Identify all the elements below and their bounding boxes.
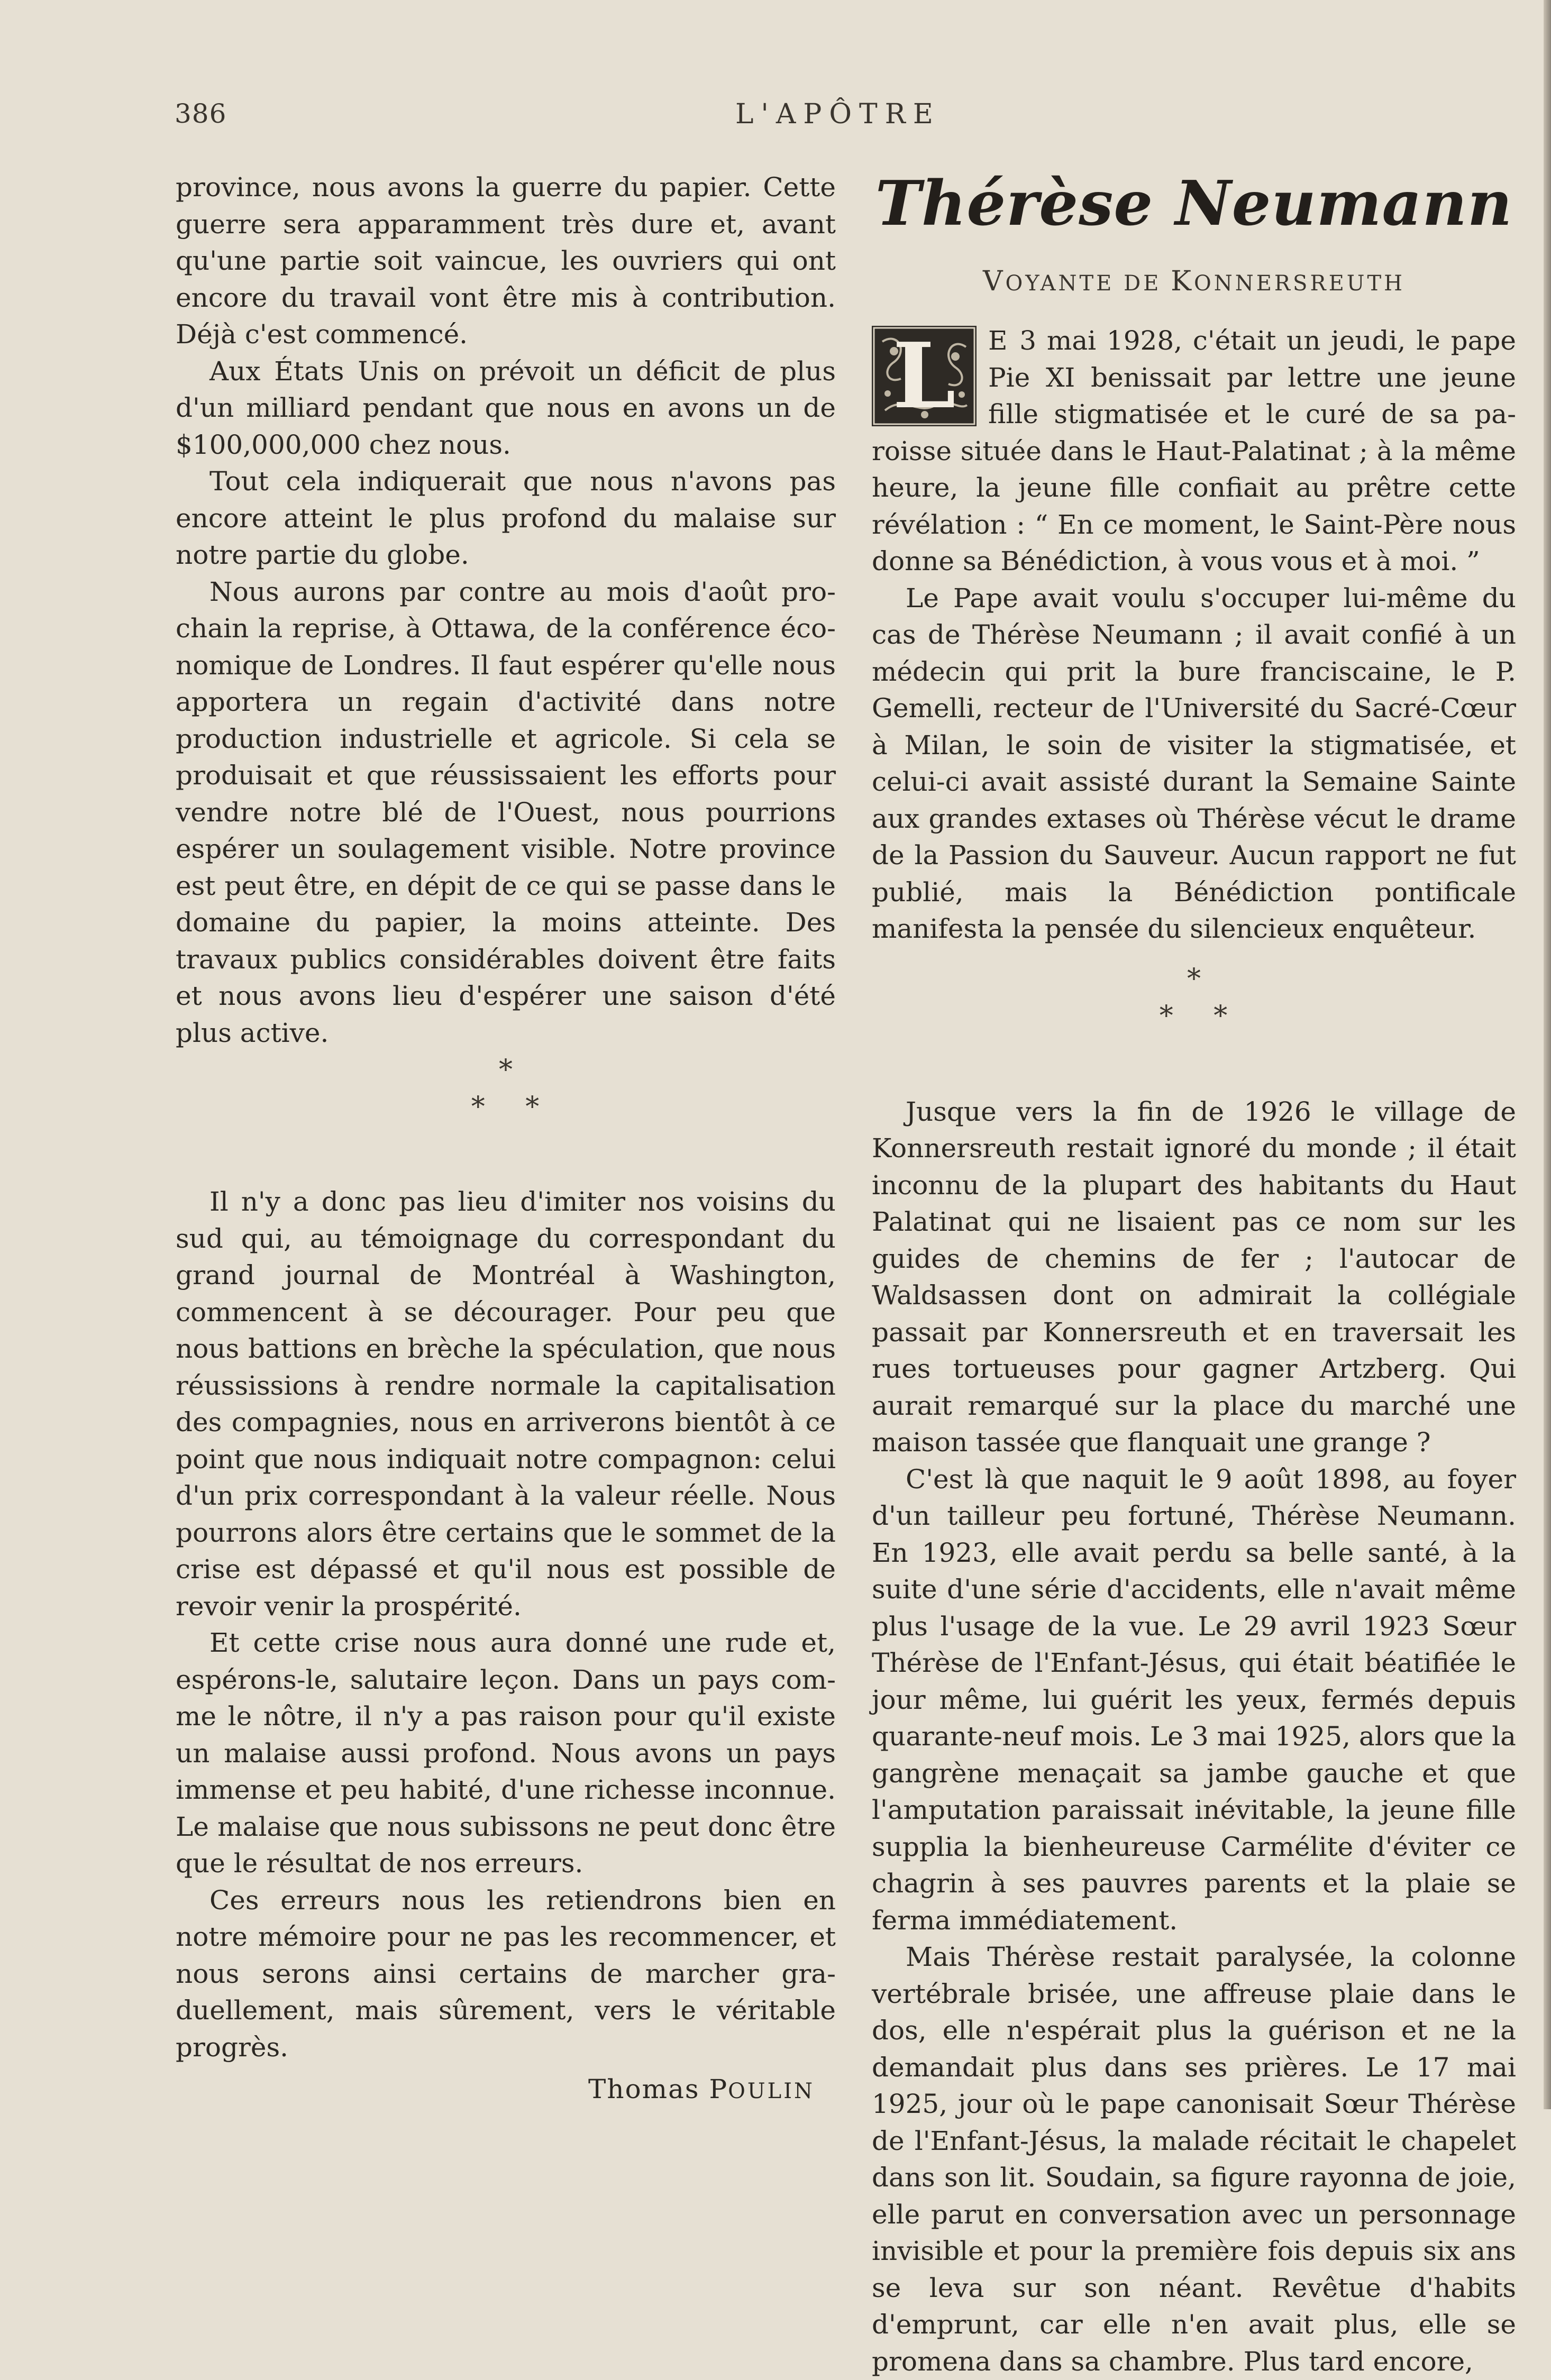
- paragraph: Mais Thérèse restait paralysée, la colonne vertébrale brisée, une affreuse plaie dans le dos, elle n'espérait plus la guérison et ne la demandait plus dans ses prières. Le 17 mai 1925, jour où le pape canonisait Sœur Thérèse de l'Enfant-Jésus, la malade récitait le chapelet dans son lit. Soudain, sa figure rayonna de joie, elle parut en conversation avec un personnage invisible et pour la première fois depuis six ans se leva sur son néant. Revêtue d'habits d'emprunt, car elle n'en avait plus, elle se promena dans sa chambre. Plus tard encore,: [872, 1942, 1516, 2377]
- author-last-rest: OULIN: [728, 2079, 815, 2103]
- subtitle-cap: K: [1171, 266, 1194, 297]
- dropcap-letter: L: [892, 326, 956, 426]
- opening-paragraph-block: [872, 323, 1516, 580]
- author-last-initial: P: [709, 2074, 728, 2104]
- separator-star: *: [1187, 963, 1201, 995]
- separator-stars: * *: [1159, 1000, 1244, 1032]
- paragraph: Ces erreurs nous les retiendrons bien en notre mémoire pour ne pas les recommencer, et nous serons ainsi certains de marcher graduellement, mais sûrement, vers le véritable progrès.: [176, 1884, 836, 2063]
- paragraph: Jusque vers la fin de 1926 le village de Konnersreuth restait ignoré du monde ; il était inconnu de la plupart des habitants du Haut Palatinat qui ne lisaient pas ce nom sur les guides de chemins de fer ; l'autocar de Waldsassen dont on admirait la collégiale passait par Konnersreuth et en traversait les rues tortueuses pour gagner Artzberg. Qui aurait remarqué sur la place du marché une maison tassée que flanquait une grange ?: [872, 1096, 1516, 1458]
- paragraph: Et cette crise nous aura donné une rude et, espérons-le, salutaire leçon. Dans un pays comme le nôtre, il n'y a pas raison pour qu'il existe un malaise aussi profond. Nous avons un pays immense et peu habité, d'une richesse inconnue. Le malaise que nous subissons ne peut donc être que le résultat de nos erreurs.: [176, 1627, 836, 1879]
- article-subtitle: [872, 267, 1516, 298]
- section-separator: [872, 960, 1516, 1035]
- paragraph: province, nous avons la guerre du papier. Cette guerre sera apparamment très dure et, avant qu'une partie soit vaincue, les ouvriers qui ont encore du travail vont être mis à contribution. Déjà c'est commencé.: [176, 172, 836, 350]
- paragraph: Le Pape avait voulu s'occuper lui-même du cas de Thérèse Neumann ; il avait confié à un médecin qui prit la bure franciscaine, le P. Gemelli, recteur de l'Université du Sacré-Cœur à Milan, le soin de visiter la stigmatisée, et celui-ci avait assisté durant la Semaine Sainte aux grandes extases où Thérèse vécut le drame de la Passion du Sauveur. Aucun rapport ne fut publié, mais la Bénédiction pontificale manifesta la pensée du silencieux enquêteur.: [872, 582, 1516, 944]
- left-column: [176, 169, 836, 2110]
- article-title: Thérèse Neumann: [875, 168, 1513, 240]
- paragraph: Nous aurons par contre au mois d'août prochain la reprise, à Ottawa, de la conférence économique de Londres. Il faut espérer qu'elle nous apportera un regain d'activité dans notre production industrielle et agricole. Si cela se produisait et que réussissaient les efforts pour vendre notre blé de l'Ouest, nous pourrions espérer un soulagement visible. Notre province est peut être, en dépit de ce qui se passe dans le domaine du papier, la moins atteinte. Des travaux publics considérables doivent être faits et nous avons lieu d'espérer une saison d'été plus active.: [176, 576, 836, 1048]
- subtitle-text: OYANTE DE: [1005, 271, 1162, 296]
- section-separator: [176, 1051, 836, 1125]
- opening-paragraph-text: 3 mai 1928, c'était un jeudi, le pape Pie XI benissait par lettre une jeune fille stigmatisée et le curé de sa paroisse située dans le Haut-Palatinat ; à la même heure, la jeune fille confiait au prêtre cette révélation : “ En ce moment, le Saint-Père nous donne sa Bénédiction, à vous vous et à moi. ”: [872, 325, 1516, 576]
- paragraph: Il n'y a donc pas lieu d'imiter nos voisins du sud qui, au témoignage du correspondant du grand journal de Montréal à Washington, commencent à se décourager. Pour peu que nous battions en brèche la spéculation, que nous réussissions à rendre normale la capitalisation des compagnies, nous en arriverons bientôt à ce point que nous indiquait notre compagnon: celui d'un prix correspondant à la valeur réelle. Nous pourrons alors être certains que le sommet de la crise est dépassé et qu'il nous est possible de revoir venir la prospérité.: [176, 1186, 836, 1622]
- page-header: [0, 98, 1551, 135]
- running-head: L'APÔTRE: [735, 98, 941, 130]
- author-first-name: Thomas: [588, 2074, 700, 2104]
- paragraph: Aux États Unis on prévoit un déficit de plus d'un milliard pendant que nous en avons un de $100,000,000 chez nous.: [176, 355, 836, 460]
- subtitle-cap: V: [982, 266, 1006, 297]
- subtitle-text: ONNERSREUTH: [1193, 271, 1406, 296]
- page-edge-shadow: [1544, 0, 1551, 2109]
- separator-star: *: [499, 1054, 513, 1086]
- right-column: [872, 169, 1516, 2380]
- paragraph: C'est là que naquit le 9 août 1898, au foyer d'un tailleur peu fortuné, Thérèse Neumann. En 1923, elle avait perdu sa belle santé, à la suite d'une série d'accidents, elle n'avait même plus l'usage de la vue. Le 29 avril 1923 Sœur Thérèse de l'Enfant-Jésus, qui était béatifiée le jour même, lui guérit les yeux, fermés depuis quarante-neuf mois. Le 3 mai 1925, alors que la gangrène menaçait sa jambe gauche et que l'amputation paraissait inévitable, la jeune fille supplia la bienheureuse Carmélite d'éviter ce chagrin à ses pauvres parents et la plaie se ferma immédiatement.: [872, 1463, 1516, 1936]
- author-signature: [176, 2071, 836, 2110]
- ornamental-dropcap: [872, 326, 977, 426]
- page-number: 386: [175, 98, 227, 129]
- paragraph: Tout cela indiquerait que nous n'avons pas encore atteint le plus profond du malaise sur notre partie du globe.: [176, 466, 836, 570]
- first-word: E: [988, 325, 1009, 356]
- separator-stars: * *: [471, 1091, 555, 1123]
